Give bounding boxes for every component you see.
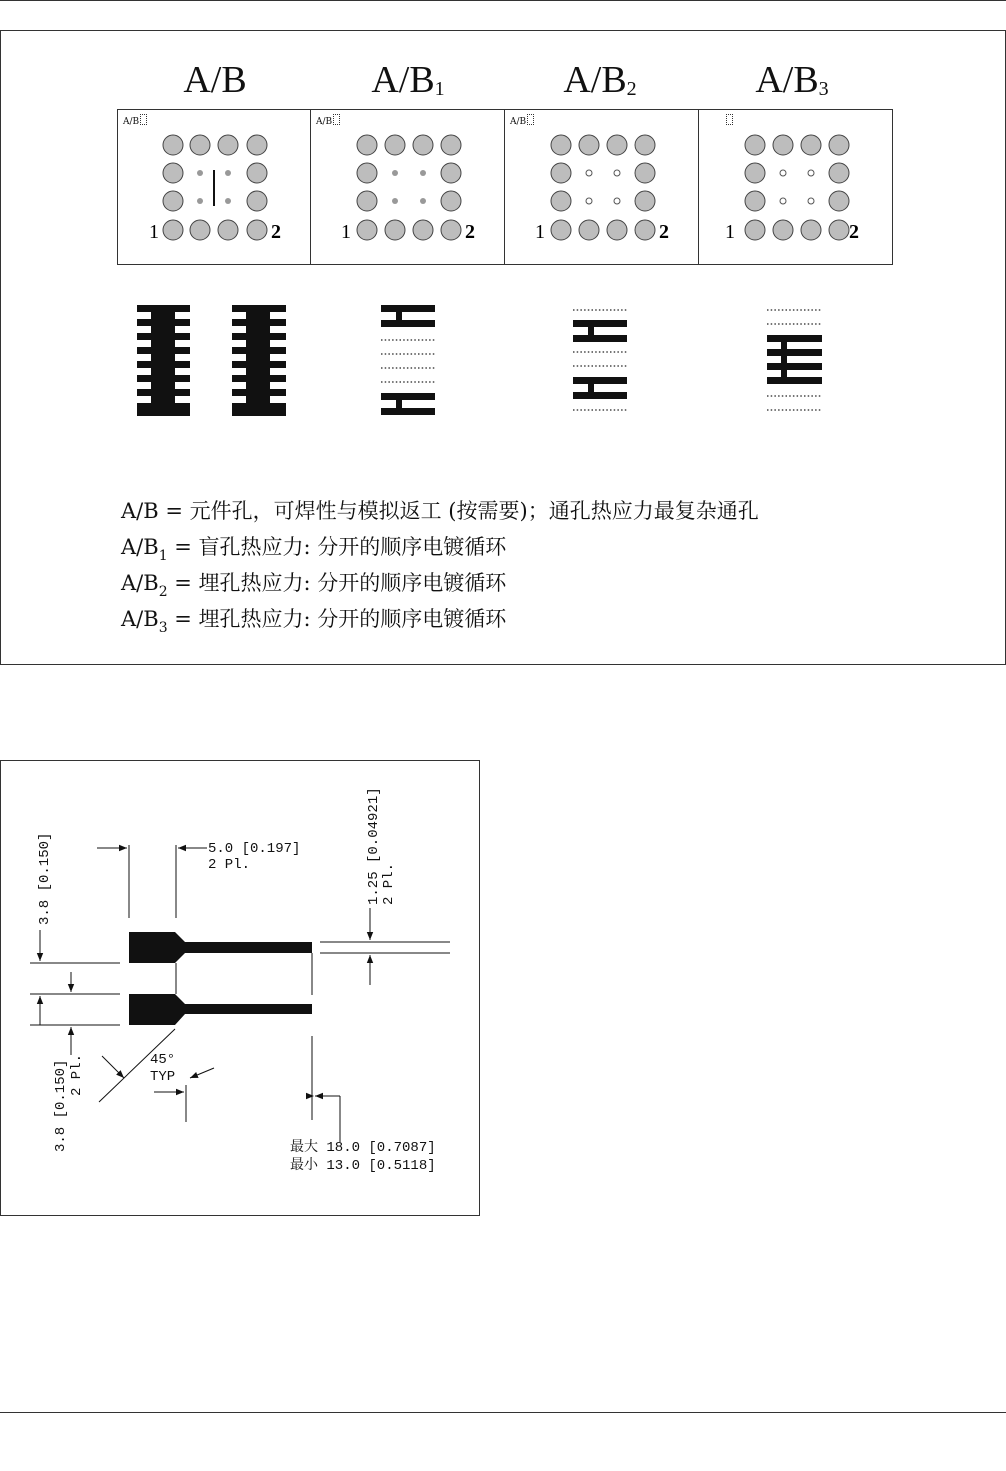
coupon-hole-pattern	[118, 110, 312, 266]
pin-label-2: 2	[465, 221, 475, 243]
pin-label-2: 2	[849, 221, 859, 243]
pin-label-2: 2	[659, 221, 669, 243]
trace-lower	[129, 994, 312, 1025]
col-title-ab3: $A/B_3$	[755, 59, 829, 101]
col-title-ab1: $A/B_1$	[371, 59, 445, 101]
dim-angle: 45°	[150, 1052, 176, 1068]
legend-line-ab3: $A/B_3$ = 埋孔热应力: 分开的顺序电镀循环	[121, 607, 507, 636]
dim-length-max: 最大 18.0 [0.7087]	[290, 1140, 436, 1156]
dim-pad-width-pl: 2 Pl.	[208, 857, 251, 873]
coupon-hole-pattern	[699, 110, 894, 266]
stack-buried-via-pairs	[573, 320, 627, 399]
dim-length-min: 最小 13.0 [0.5118]	[290, 1158, 436, 1174]
dim-line-width: 1.25 [0.04921]	[366, 787, 382, 905]
coupon-tag: A/B	[510, 114, 534, 128]
pin-label-1: 1	[341, 221, 351, 243]
legend-line-ab: A/B = 元件孔，可焊性与模拟返工 (按需要)；通孔热应力最复杂通孔	[121, 499, 759, 523]
coupon-ab2	[504, 109, 699, 265]
legend-line-ab2: $A/B_2$ = 埋孔热应力: 分开的顺序电镀循环	[121, 571, 507, 600]
coupon-hole-pattern	[505, 110, 700, 266]
pin-label-1: 1	[535, 221, 545, 243]
dim-line-width-pl: 2 Pl.	[381, 862, 397, 905]
pin-label-2: 2	[271, 221, 281, 243]
stack-through-hole-right	[232, 305, 286, 416]
coupon-tag: A/B	[123, 114, 147, 128]
stack-buried-via-core	[767, 335, 822, 384]
dim-angle-typ: TYP	[150, 1069, 176, 1085]
dim-bottom-gap-pl: 2 Pl.	[69, 1053, 85, 1096]
stack-blind-via	[381, 305, 435, 415]
coupon-tag: A/B	[316, 114, 340, 128]
pin-label-1: 1	[149, 221, 159, 243]
bottom-rule	[0, 1412, 1006, 1413]
pin-label-1: 1	[725, 221, 735, 243]
dim-left-pitch: 3.8 [0.150]	[37, 832, 53, 925]
coupon-hole-pattern	[311, 110, 506, 266]
legend-line-ab1: $A/B_1$ = 盲孔热应力: 分开的顺序电镀循环	[121, 535, 507, 564]
dim-bottom-gap: 3.8 [0.150]	[53, 1059, 69, 1152]
col-title-ab: A/B	[183, 59, 247, 101]
layer-stack-cross-sections	[0, 300, 1006, 430]
coupon-ab1	[310, 109, 505, 265]
coupon-ab	[117, 109, 311, 265]
top-rule	[0, 0, 1006, 1]
dim-pad-width: 5.0 [0.197]	[208, 841, 301, 857]
coupon-ab3	[698, 109, 893, 265]
stack-through-hole-left	[137, 305, 190, 416]
col-title-ab2: $A/B_2$	[563, 59, 637, 101]
trace-dimension-drawing	[0, 760, 480, 1216]
trace-upper	[129, 932, 312, 963]
